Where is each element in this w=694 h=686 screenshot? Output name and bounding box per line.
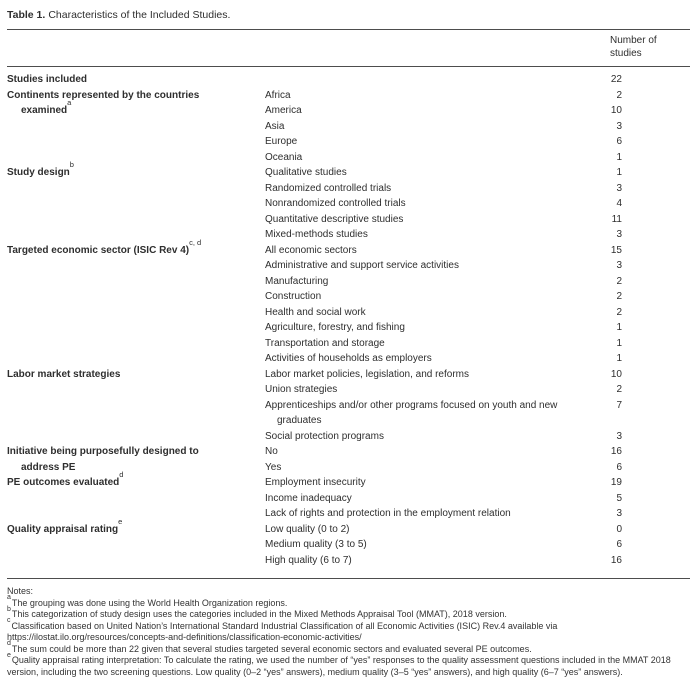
- value-cell: 3: [616, 508, 622, 519]
- table-row: [265, 196, 690, 212]
- table-row: [265, 398, 690, 429]
- value-cell: 1: [616, 353, 622, 364]
- subcategory-cell: Union strategies: [265, 384, 338, 395]
- subcategory-cell: Africa: [265, 89, 291, 101]
- category-superscript: b: [69, 160, 74, 170]
- value-cell: 3: [616, 229, 622, 240]
- note-text: The sum could be more than 22 given that several studies targeted several economic sectors and evaluated several PE outcomes.: [11, 643, 532, 654]
- subcategory-cell: Qualitative studies: [265, 167, 347, 178]
- subcategory-cell: High quality (6 to 7): [265, 554, 352, 566]
- table-row: [265, 134, 690, 150]
- value-cell: 4: [616, 198, 622, 209]
- subcategory-cell: Income inadequacy: [265, 492, 352, 504]
- category-superscript: a: [67, 98, 72, 108]
- table-group-pe-outcomes: [7, 470, 690, 522]
- table-row: [265, 506, 690, 522]
- category-label: Studies included: [7, 74, 88, 85]
- category-cell: [7, 367, 239, 383]
- table-row: [265, 351, 690, 367]
- category-label: PE outcomes evaluated: [7, 477, 120, 488]
- subcategory-cell: Transportation and storage: [265, 337, 385, 349]
- table-row: [265, 72, 690, 88]
- table-row: [265, 258, 690, 274]
- table-title: [7, 8, 690, 22]
- subcategory-cell: Apprenticeships and/or other programs focused on youth and new graduates: [265, 399, 558, 426]
- subcategory-cell: No: [265, 446, 278, 457]
- subcategory-cell: Asia: [265, 120, 285, 132]
- subcategory-cell: Labor market policies, legislation, and reforms: [265, 368, 469, 380]
- value-cell: 1: [616, 151, 622, 163]
- notes-section: [7, 586, 690, 678]
- category-cell: [7, 444, 239, 475]
- table-row: [265, 212, 690, 228]
- number-of-studies-header: Number of studies: [610, 35, 657, 59]
- table-row: [265, 103, 690, 119]
- subcategory-cell: Agriculture, forestry, and fishing: [265, 322, 405, 333]
- table-row: [265, 336, 690, 352]
- value-cell: 1: [616, 337, 622, 349]
- table-row: [265, 491, 690, 507]
- table-row: [265, 289, 690, 305]
- category-cell: [7, 160, 239, 181]
- value-cell: 10: [610, 105, 622, 116]
- note-item-b: [7, 605, 690, 621]
- value-cell: 6: [616, 461, 622, 473]
- note-item-e: [7, 651, 690, 678]
- bottom-rule: [7, 578, 690, 579]
- value-cell: 16: [610, 554, 622, 566]
- table-row: [265, 274, 690, 290]
- table-row: [265, 119, 690, 135]
- table-row: [265, 444, 690, 460]
- note-text: Classification based on United Nation’s International Standard Industrial Classification of all Economic Activities (ISIC) Rev.4 available via https://ilostat.ilo.org/resources/concepts-and-definitions/classification-economic-activities/: [7, 620, 558, 642]
- subcategory-cell: Lack of rights and protection in the employment relation: [265, 508, 511, 519]
- table-row: [265, 227, 690, 243]
- subcategory-cell: Mixed-methods studies: [265, 229, 368, 240]
- value-cell: 2: [616, 291, 622, 302]
- table-row: [265, 150, 690, 166]
- table-row: [265, 367, 690, 383]
- value-cell: 3: [616, 430, 622, 442]
- subcategory-cell: Yes: [265, 461, 282, 473]
- category-label: Targeted economic sector (ISIC Rev 4): [7, 244, 190, 256]
- table-row: [265, 382, 690, 398]
- category-label: Quality appraisal rating: [7, 523, 119, 535]
- category-cell: [7, 470, 239, 491]
- subcategory-cell: Randomized controlled trials: [265, 182, 392, 194]
- table-row: [265, 181, 690, 197]
- table-row: [265, 429, 690, 445]
- category-label: Continents represented by the countries examined: [7, 89, 200, 116]
- category-cell: [7, 237, 239, 259]
- table-group-studies-included: [7, 72, 690, 88]
- table-group-study-design: [7, 160, 690, 243]
- subcategory-cell: Health and social work: [265, 306, 366, 318]
- category-label: Study design: [7, 167, 70, 178]
- note-text: Quality appraisal rating interpretation: To calculate the rating, we used the number of “yes” responses to the quality assessment questions included in the MMAT 2018 version, including the two screening questions. Low quality (0–2 “yes” answers), medium quality (3–5 “yes” answers), and high quality (6–7 “yes” answers).: [7, 655, 671, 677]
- category-label: Labor market strategies: [7, 368, 121, 380]
- table-row: [265, 305, 690, 321]
- table-row: [265, 537, 690, 553]
- subcategory-cell: All economic sectors: [265, 244, 357, 256]
- category-cell: [7, 72, 239, 88]
- category-superscript: d: [119, 470, 124, 480]
- category-cell: [7, 88, 239, 119]
- value-cell: 22: [610, 74, 622, 85]
- subcategory-cell: Europe: [265, 136, 298, 147]
- note-item-d: [7, 640, 690, 656]
- table-row: [265, 320, 690, 336]
- notes-heading: Notes:: [7, 586, 34, 596]
- subcategory-cell: Medium quality (3 to 5): [265, 539, 367, 550]
- value-cell: 16: [610, 446, 622, 457]
- value-cell: 6: [616, 539, 622, 550]
- table-header: [7, 30, 690, 66]
- note-marker: d: [7, 640, 11, 647]
- table-row: [265, 88, 690, 104]
- table-group-continents: [7, 88, 690, 166]
- value-cell: 3: [616, 260, 622, 271]
- table-label: Table 1.: [7, 9, 46, 21]
- value-cell: 7: [616, 399, 622, 411]
- table-body: [7, 67, 690, 578]
- table-group-quality-rating: [7, 516, 690, 569]
- note-marker: a: [7, 594, 11, 601]
- value-cell: 3: [616, 120, 622, 132]
- subcategory-cell: America: [265, 105, 302, 116]
- value-cell: 2: [616, 384, 622, 395]
- category-superscript: c, d: [189, 237, 202, 247]
- table-row: [265, 553, 690, 569]
- note-marker: e: [7, 651, 11, 659]
- note-item-c: [7, 617, 690, 644]
- subcategory-cell: Nonrandomized controlled trials: [265, 198, 406, 209]
- value-cell: 10: [610, 368, 622, 380]
- value-cell: 11: [611, 213, 622, 225]
- category-cell: [7, 516, 239, 538]
- subcategory-cell: Administrative and support service activities: [265, 260, 459, 271]
- note-marker: c: [7, 617, 11, 624]
- table-caption: Characteristics of the Included Studies.: [48, 9, 231, 21]
- subcategory-cell: Low quality (0 to 2): [265, 523, 350, 535]
- value-cell: 1: [616, 322, 622, 333]
- table-group-labor-strategies: [7, 367, 690, 445]
- value-cell: 6: [616, 136, 622, 147]
- value-cell: 3: [616, 182, 622, 194]
- table-group-initiative: [7, 444, 690, 475]
- subcategory-cell: Manufacturing: [265, 275, 329, 287]
- table-group-economic-sector: [7, 237, 690, 367]
- table-row: [265, 243, 690, 259]
- table-row: [265, 475, 690, 491]
- subcategory-cell: Social protection programs: [265, 430, 384, 442]
- subcategory-cell: Oceania: [265, 151, 303, 163]
- category-superscript: e: [118, 516, 123, 526]
- note-text: This categorization of study design uses the categories included in the Mixed Methods Appraisal Tool (MMAT), 2018 version.: [11, 609, 507, 619]
- table-row: [265, 522, 690, 538]
- value-cell: 19: [610, 477, 622, 488]
- value-cell: 15: [610, 244, 622, 256]
- note-item-a: [7, 594, 690, 610]
- value-cell: 2: [616, 89, 622, 101]
- subcategory-cell: Activities of households as employers: [265, 353, 432, 364]
- note-marker: b: [7, 605, 11, 613]
- subcategory-cell: Construction: [265, 291, 322, 302]
- subcategory-cell: Quantitative descriptive studies: [265, 213, 404, 225]
- category-label: Initiative being purposefully designed to address PE: [7, 446, 199, 473]
- value-cell: 0: [616, 523, 622, 535]
- table-row: [265, 460, 690, 476]
- value-cell: 1: [616, 167, 622, 178]
- value-cell: 2: [616, 275, 622, 287]
- value-cell: 5: [616, 492, 622, 504]
- table-row: [265, 165, 690, 181]
- value-cell: 2: [616, 306, 622, 318]
- note-text: The grouping was done using the World Health Organization regions.: [11, 597, 288, 608]
- subcategory-cell: Employment insecurity: [265, 477, 366, 488]
